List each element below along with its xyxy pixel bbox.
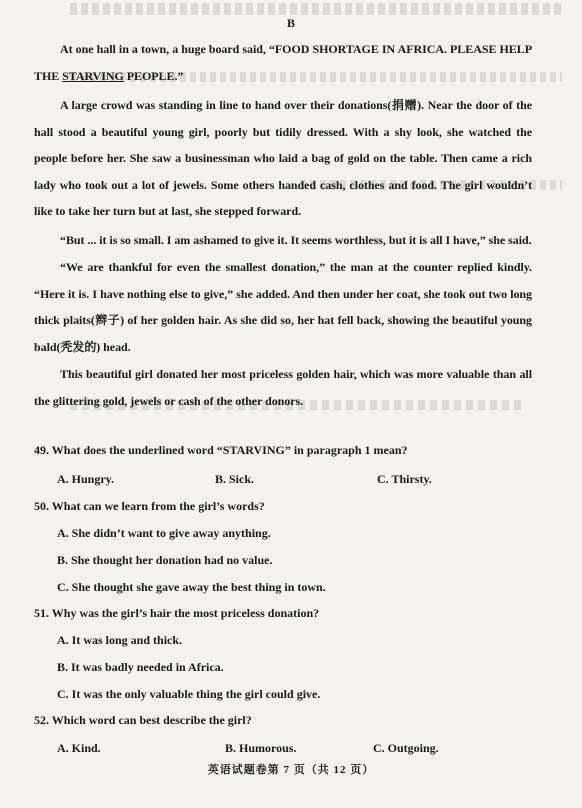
option-50-b: B. She thought her donation had no value. <box>57 553 273 567</box>
passage-paragraph-5: This beautiful girl donated her most priceless golden hair, which was more valuable than all the glittering gold, jewels or cash of the other donors. <box>34 367 532 408</box>
question-50: 50. What can we learn from the girl’s words? <box>34 499 265 513</box>
option-51-a: A. It was long and thick. <box>57 633 183 647</box>
passage-paragraph-3: “But ... it is so small. I am ashamed to give it. It seems worthless, but it is all I have,” she said. <box>60 233 532 247</box>
question-49: 49. What does the underlined word “STARVING” in paragraph 1 mean? <box>34 443 408 457</box>
section-letter: B <box>286 16 295 30</box>
option-52-a: A. Kind. <box>57 741 101 755</box>
option-52-b: B. Humorous. <box>225 741 297 755</box>
option-52-c: C. Outgoing. <box>373 741 439 755</box>
option-49-c: C. Thirsty. <box>377 472 432 486</box>
option-50-c: C. She thought she gave away the best thing in town. <box>57 580 326 594</box>
option-51-c: C. It was the only valuable thing the girl could give. <box>57 687 321 701</box>
page-footer: 英语试题卷第 7 页（共 12 页） <box>207 764 375 776</box>
bleed-through-texture <box>70 3 562 15</box>
passage-paragraph-2: A large crowd was standing in line to hand over their donations(捐赠). Near the door of the hall stood a beautiful young girl, poorly but tidily dressed. With a shy look, she watched the people before her. She saw a businessman who laid a bag of gold on the table. Then came a rich lady who took out a lot of jewels. Some others handed cash, clothes and food. The girl wouldn’t like to take her turn but at last, she stepped forward. <box>34 98 532 219</box>
option-51-b: B. It was badly needed in Africa. <box>57 660 224 674</box>
option-49-b: B. Sick. <box>215 472 255 486</box>
underlined-word: STARVING <box>62 68 124 83</box>
question-51: 51. Why was the girl’s hair the most priceless donation? <box>34 606 320 620</box>
question-52: 52. Which word can best describe the girl? <box>34 713 252 727</box>
option-49-a: A. Hungry. <box>57 472 115 486</box>
passage-paragraph-4: “We are thankful for even the smallest donation,” the man at the counter replied kindly. “Here it is. I have nothing else to give,” she added. And then under her coat, she took out two long thick plaits(辫子) of her golden hair. As she did so, her hat fell back, showing the beautiful young bald(秃发的) head. <box>34 260 532 354</box>
passage-paragraph-1: At one hall in a town, a huge board said, “FOOD SHORTAGE IN AFRICA. PLEASE HELP THE STARVING PEOPLE.” <box>34 42 532 83</box>
option-50-a: A. She didn’t want to give away anything. <box>57 526 271 540</box>
